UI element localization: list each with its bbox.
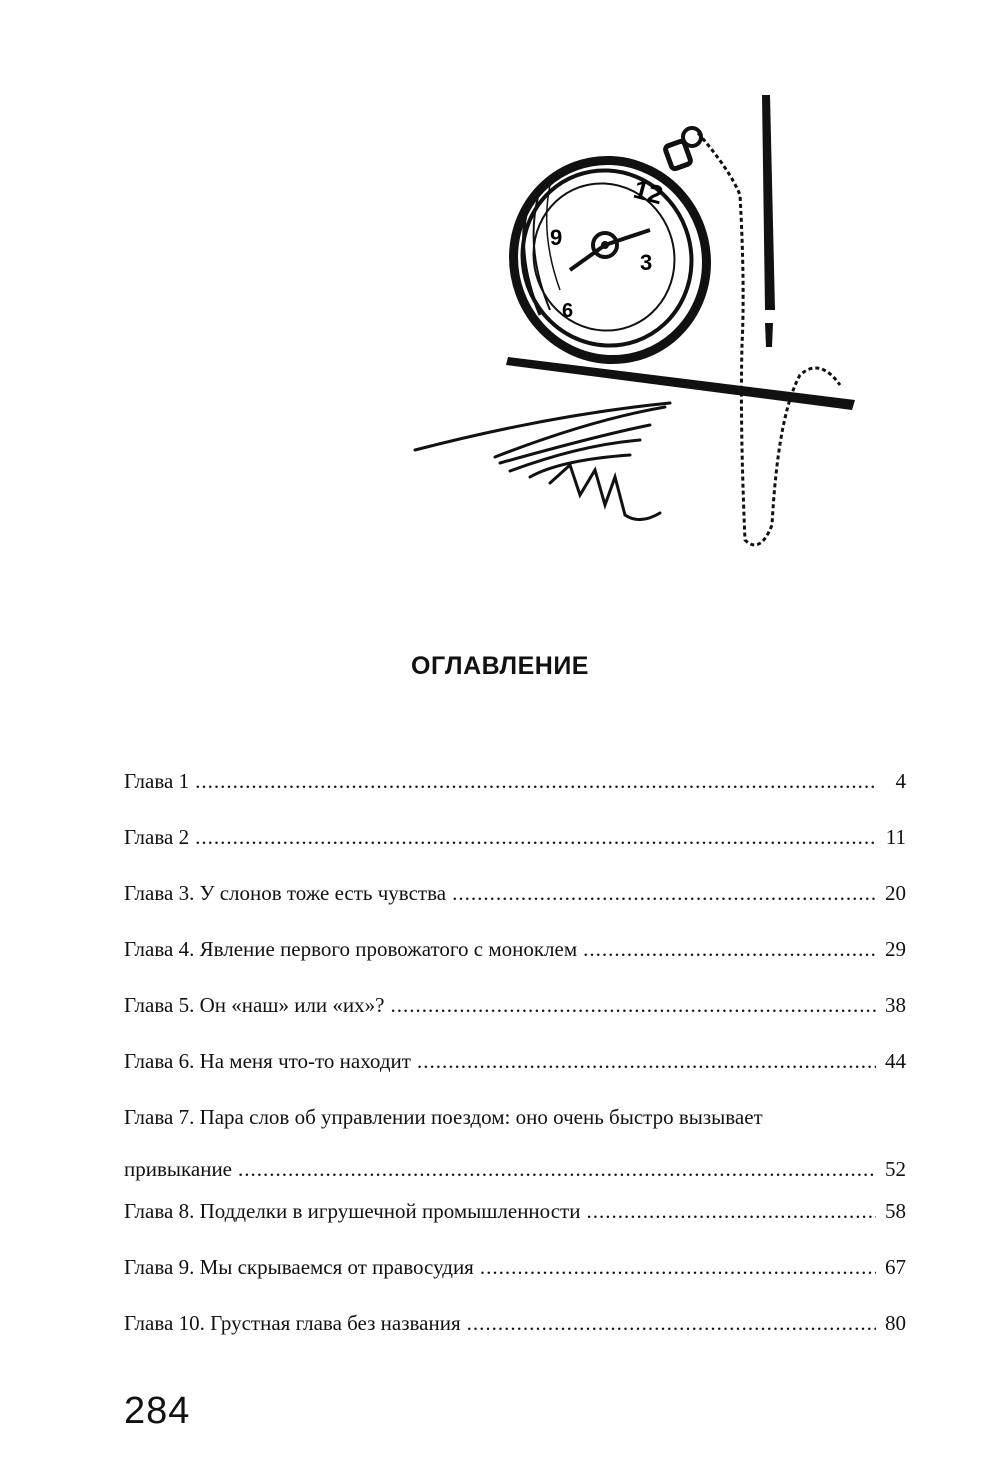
toc-leader-dots [586, 1198, 876, 1224]
watch-hands [570, 230, 650, 270]
toc-entry-3[interactable] [124, 880, 906, 906]
toc-entry-title: Глава 4. Явление первого провожатого с моноклем [124, 937, 578, 961]
toc-entry-2[interactable] [124, 824, 906, 850]
toc-entry-title: Глава 6. На меня что-то находит [124, 1049, 411, 1073]
toc-entry-title: Глава 10. Грустная глава без названия [124, 1311, 461, 1335]
toc-entry-page: 52 [885, 1157, 906, 1181]
toc-entry-page: 44 [885, 1049, 906, 1073]
toc-entry-page: 58 [885, 1199, 906, 1223]
dial-number-3: 3 [640, 250, 653, 275]
toc-entry-title: Глава 1 [124, 769, 190, 793]
dial-number-12: 12 [630, 173, 667, 211]
toc-leader-dots [417, 1048, 876, 1074]
watch-case [486, 133, 735, 387]
toc-entry-title-line1: Глава 7. Пара слов об управлении поездом: оно очень быстро вызывает [124, 1105, 763, 1129]
toc-entry-6[interactable] [124, 1048, 906, 1074]
shadow-scribble [415, 403, 670, 520]
shelf-line [506, 357, 855, 410]
toc-entry-9[interactable] [124, 1254, 906, 1280]
toc-entry-title-line2: привыкание [124, 1157, 233, 1181]
toc-entry-title: Глава 2 [124, 825, 190, 849]
toc-entry-title: Глава 8. Подделки в игрушечной промышленности [124, 1199, 581, 1223]
toc-entry-page: 67 [885, 1255, 906, 1279]
dial-number-9: 9 [550, 225, 563, 250]
toc-leader-dots [583, 936, 876, 962]
toc-entry-title: Глава 9. Мы скрываемся от правосудия [124, 1255, 474, 1279]
toc-leader-dots [195, 824, 876, 850]
toc-leader-dots [238, 1156, 876, 1182]
toc-leader-dots [480, 1254, 876, 1280]
toc-entry-page: 20 [885, 881, 906, 905]
toc-leader-dots [390, 992, 876, 1018]
toc-entry-title: Глава 3. У слонов тоже есть чувства [124, 881, 447, 905]
toc-leader-dots [467, 1310, 876, 1336]
toc-title: ОГЛАВЛЕНИЕ [411, 652, 589, 680]
toc-entry-title: Глава 5. Он «наш» или «их»? [124, 993, 385, 1017]
watch-crown [664, 128, 701, 170]
toc-entry-10[interactable] [124, 1310, 906, 1336]
toc-entry-page: 29 [885, 937, 906, 961]
toc-entry-7[interactable] [124, 1104, 906, 1182]
toc-entry-5[interactable] [124, 992, 906, 1018]
toc-leader-dots [195, 768, 876, 794]
toc-entry-1[interactable] [124, 768, 906, 794]
toc-leader-dots [452, 880, 876, 906]
page-number: 284 [124, 1390, 191, 1432]
dial-number-6: 6 [562, 300, 574, 322]
pocket-watch-illustration [400, 85, 870, 560]
toc-entry-8[interactable] [124, 1198, 906, 1224]
toc-entry-page: 38 [885, 993, 906, 1017]
toc-entry-page: 4 [895, 769, 906, 793]
toc-entry-page: 80 [885, 1311, 906, 1335]
toc-entry-4[interactable] [124, 936, 906, 962]
toc-entry-page: 11 [885, 825, 906, 849]
vertical-post [762, 95, 775, 347]
